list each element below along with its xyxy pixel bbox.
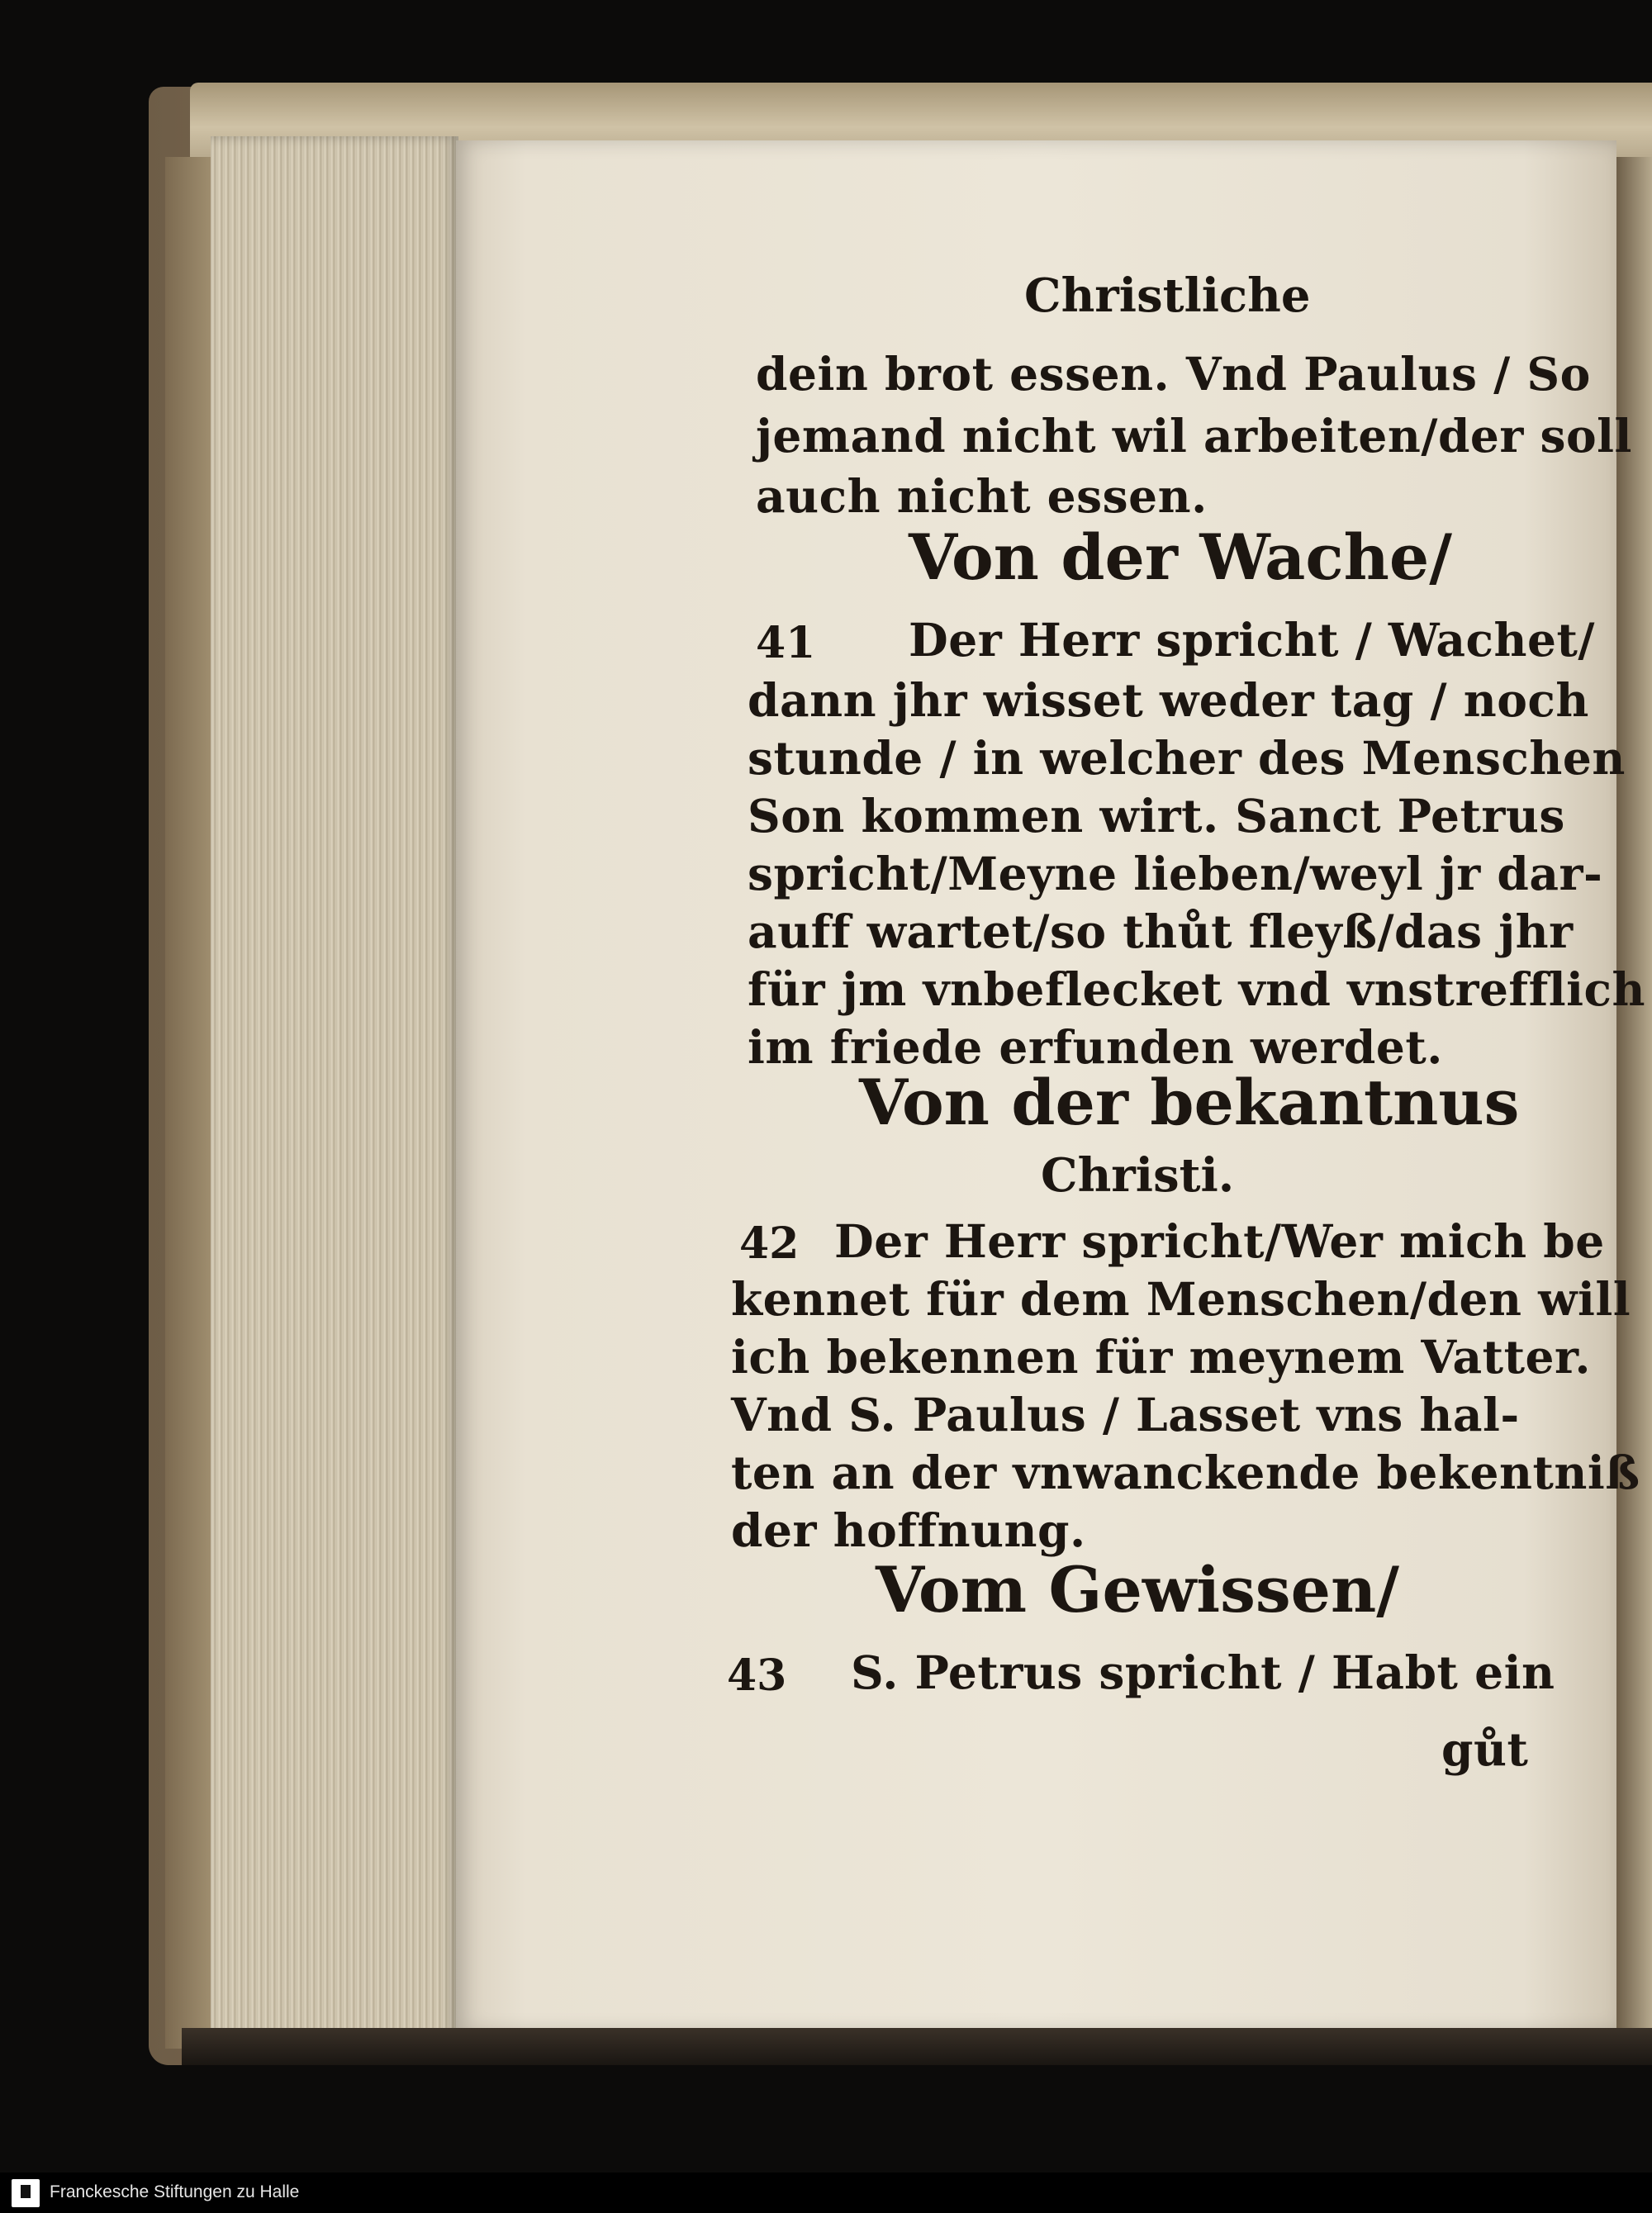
bottom-shadow [182, 2028, 1652, 2065]
section-number-41: 41 [756, 618, 816, 668]
section-heading-43: Vom Gewissen/ [876, 1553, 1400, 1627]
text-line: jemand nicht wil arbeiten/der soll [756, 409, 1632, 463]
footer-bar [0, 2173, 1652, 2213]
text-line: spricht/Meyne lieben/weyl jr dar- [748, 847, 1603, 900]
running-head: Christliche [1024, 268, 1311, 323]
text-line: Vnd S. Paulus / Lasset vns hal- [731, 1388, 1520, 1441]
section-heading-41: Von der Wache/ [909, 520, 1453, 594]
text-line: kennet für dem Menschen/den will [731, 1272, 1631, 1326]
text-line: Der Herr spricht/Wer mich be [834, 1214, 1605, 1268]
text-line: S. Petrus spricht / Habt ein [851, 1646, 1555, 1699]
text-line: ich bekennen für meynem Vatter. [731, 1330, 1592, 1384]
text-line: der hoffnung. [731, 1503, 1086, 1557]
text-line: im friede erfunden werdet. [748, 1020, 1443, 1074]
text-line: auch nicht essen. [756, 469, 1208, 523]
text-line: ten an der vnwanckende bekentniß [731, 1446, 1640, 1499]
text-line: stunde / in welcher des Menschen [748, 731, 1626, 785]
catchword: gůt [1441, 1722, 1529, 1776]
institution-logo-icon [12, 2179, 40, 2207]
section-subheading-42: Christi. [1041, 1148, 1235, 1203]
text-line: auff wartet/so thůt fleyß/das jhr [748, 905, 1574, 958]
page-block-edge [211, 136, 458, 2040]
section-number-43: 43 [727, 1650, 787, 1701]
footer-institution: Franckesche Stiftungen zu Halle [50, 2182, 300, 2201]
text-line: für jm vnbeflecket vnd vnstrefflich [748, 962, 1646, 1016]
text-line: dann jhr wisset weder tag / noch [748, 673, 1589, 727]
text-line: Son kommen wirt. Sanct Petrus [748, 789, 1565, 843]
section-number-42: 42 [739, 1218, 800, 1269]
text-line: dein brot essen. Vnd Paulus / So [756, 347, 1591, 401]
text-line: Der Herr spricht / Wachet/ [909, 613, 1596, 667]
section-heading-42: Von der bekantnus [859, 1066, 1520, 1139]
